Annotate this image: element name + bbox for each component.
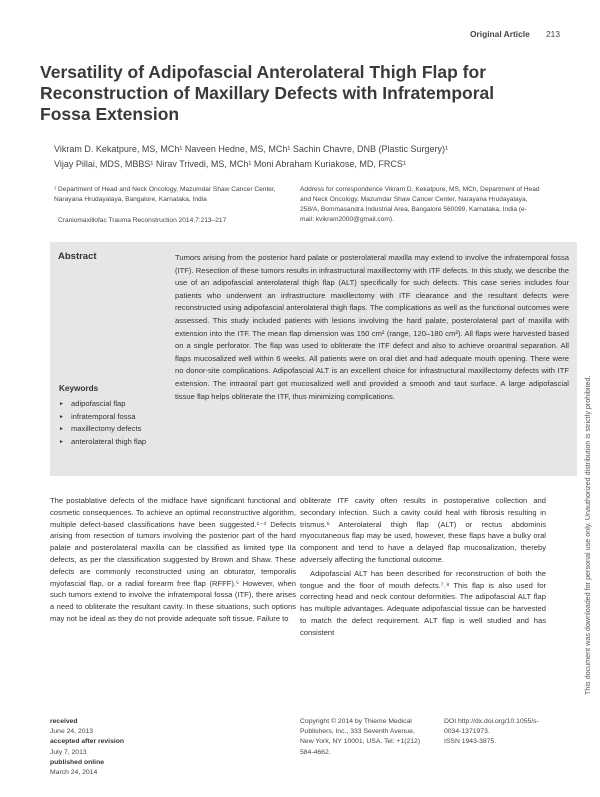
issn: ISSN 1943-3875. — [444, 738, 497, 746]
article-type-label: Original Article — [470, 29, 530, 39]
author-line-2: Vijay Pillai, MDS, MBBS¹ Nirav Trivedi, MS, MCh¹ Moni Abraham Kuriakose, MD, FRCS¹ — [54, 159, 406, 169]
affiliation: ¹ Department of Head and Neck Oncology, Mazumdar Shaw Cancer Center, Narayana Hrudayalaya, Bangalore, Karnataka, India — [54, 186, 276, 203]
keyword-item: ► adipofascial flap — [59, 398, 169, 411]
page-number: 213 — [546, 29, 560, 39]
author-line-1: Vikram D. Kekatpure, MS, MCh¹ Naveen Hedne, MS, MCh¹ Sachin Chavre, DNB (Plastic Surgery)¹ — [54, 144, 448, 154]
received-date: June 24, 2013 — [50, 728, 94, 736]
doi-issn — [444, 717, 548, 748]
keyword-item: ► infratemporal fossa — [59, 411, 169, 424]
keywords-heading: Keywords — [59, 384, 99, 393]
body-paragraph: obliterate ITF cavity often results in postoperative collection and secondary infection. Such a cavity could heal with fibrosis resulting in trismus.⁶ Anterolateral thigh flap (ALT) or rectus abdominis myocutaneous flap may be used, however, these flaps have a bulky oral component and tend to have a delayed flap mucosalization, thereby adversely affecting the functional outcome. — [300, 496, 546, 564]
body-paragraph: Adipofascial ALT has been described for reconstruction of both the tongue and the floor of mouth defects.⁷˒⁸ This flap is also used for correcting head and neck contour deformities. The adipofascial ALT flap has multiple advantages. Adequate adipofascial tissue can be harvested to match the defect requirement. ALT flap is well studied and has consistent — [300, 568, 546, 637]
keyword-list — [59, 398, 169, 448]
body-right-column — [300, 495, 546, 639]
keyword-item: ► anterolateral thigh flap — [59, 436, 169, 449]
body-left-column: The postablative defects of the midface have significant functional and cosmetic consequences. To achieve an optimal reconstructive algorithm, multiple defect-based classifications have been suggested.¹⁻⁴ Defects arising from resection of tumors involving the posterior part of the hard palate and posterolateral maxilla can be classified as limited type IIa defects, as per the classification suggested by Brown and Shaw. These defects are commonly reconstructed using an obturator, temporalis myofascial flap, or a radial forearm free flap (RFFF).⁵ However, when such tumors extend to involve the infratemporal fossa (ITF), there arises a need to obliterate the resultant cavity. In these situations, such options may not be ideal as they do not provide adequate soft tissue. Failure to — [50, 496, 296, 623]
published-date: March 24, 2014 — [50, 769, 98, 777]
keyword-item: ► maxillectomy defects — [59, 423, 169, 436]
author-list — [54, 142, 574, 172]
correspondence-address: Address for correspondence Vikram D. Kekatpure, MS, MCh, Department of Head and Neck Oncology, Mazumdar Shaw Cancer Center, Narayana Hrudayalaya, 258/A, Bommasandra Industrial Area, Bangalore 560099, Karnataka, India (e-mail: kvikram2000@gmail.com). — [300, 186, 540, 223]
published-label: published online — [50, 758, 104, 766]
journal-citation: Craniomaxillofac Trauma Reconstruction 2014;7:213–217 — [58, 217, 227, 224]
abstract-heading: Abstract — [58, 251, 97, 262]
received-label: received — [50, 718, 78, 725]
accepted-date: July 7, 2013 — [50, 748, 87, 756]
accepted-label: accepted after revision — [50, 738, 125, 746]
abstract-text: Tumors arising from the posterior hard palate or posterolateral maxilla may extend to involve the infratemporal fossa (ITF). Resection of these tumors results in infrastructural maxillectomy with ITF defects. In this study, we describe the use of an adipofascial anterolateral thigh flap (ALT) specifically for such defects. This case series includes four patients who underwent an infrastructure maxillectomy with ITF clearance and the resultant defects were reconstructed using adipofascial anterolateral thigh flaps. The complications as well as the functional outcomes were assessed. This study included patients with lesions involving the hard palate, posterolateral part of maxilla with extension into the ITF. The mean flap dimension was 150 cm² (range, 120–180 cm²). All flaps were harvested based on a single perforator. The flap was used to obliterate the ITF defect and also to achieve oroantral separation. All flaps mucosalized well within 6 weeks. All patients were on oral diet and had adequate mouth opening. There were no donor-site complications. Adipofascial ALT is an excellent choice for infrastructural maxillectomy defects with ITF extension. The intraoral part got mucosalized well and provided a smooth and taut surface. A large adipofascial tissue flap helps obliterate the ITF, thus minimizing complications. — [175, 253, 569, 401]
download-notice: This document was downloaded for personal use only. Unauthorized distribution is strictly prohibited. — [583, 375, 592, 695]
publication-history — [50, 717, 170, 778]
article-title: Versatility of Adipofascial Anterolateral Thigh Flap for Reconstruction of Maxillary Defects with Infratemporal Fossa Extension — [40, 62, 495, 124]
doi-link[interactable]: DOI http://dx.doi.org/10.1055/s-0034-1371973. — [444, 718, 539, 736]
copyright-notice: Copyright © 2014 by Thieme Medical Publishers, Inc., 333 Seventh Avenue, New York, NY 10001, USA. Tel: +1(212) 584-4662. — [300, 718, 421, 756]
